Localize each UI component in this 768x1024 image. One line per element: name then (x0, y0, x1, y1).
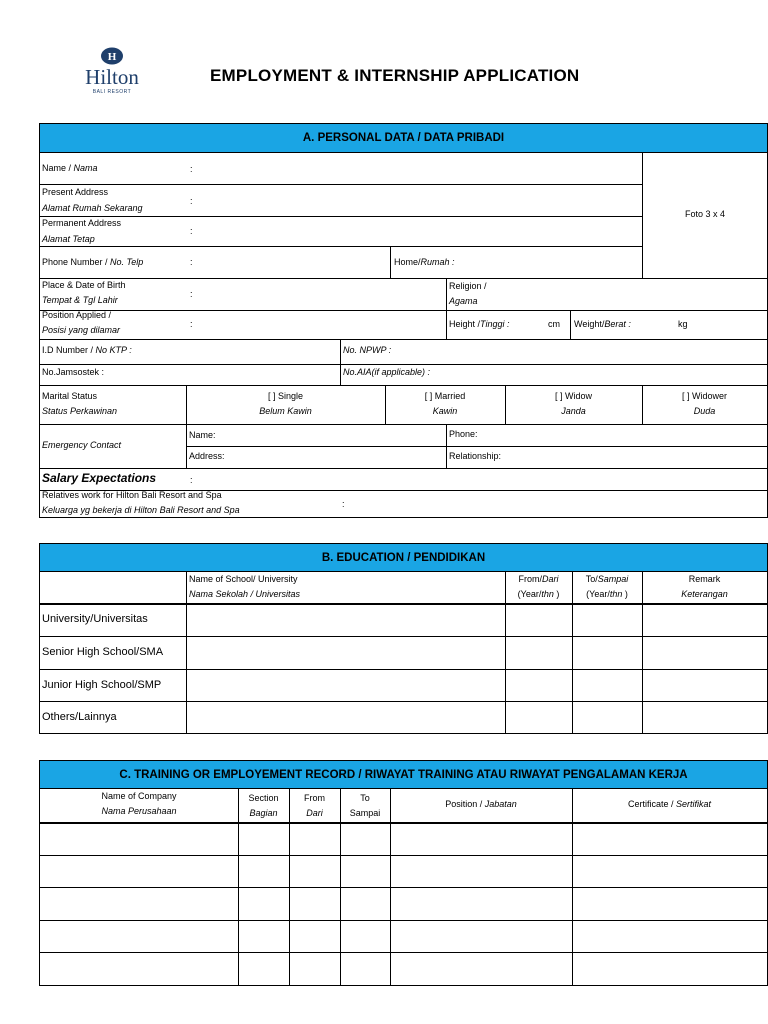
weight-unit: kg (678, 319, 688, 329)
personal-data-header: A. PERSONAL DATA / DATA PRIBADI (40, 124, 767, 153)
from-year-header: (Year/thn ) (517, 589, 560, 599)
birth-label-id: Tempat & Tgl Lahir (42, 295, 118, 305)
weight-label: Weight/Berat : (574, 319, 631, 329)
relatives-label-id: Keluarga yg bekerja di Hilton Bali Resort and Spa (42, 505, 240, 515)
phone-label: Phone Number / No. Telp (42, 257, 144, 267)
logo-brand: Hilton (85, 65, 139, 89)
from-header: From/Dari (518, 574, 559, 584)
logo-sub: BALI RESORT (92, 89, 132, 95)
emergency-relationship-label: Relationship: (449, 451, 502, 461)
from-header-en: From (304, 793, 325, 803)
relatives-colon: : (342, 499, 345, 509)
height-label: Height /Tinggi : (449, 319, 510, 329)
to-header-en: To (360, 793, 370, 803)
school-header-id: Nama Sekolah / Universitas (189, 589, 301, 599)
to-header-id: Sampai (349, 808, 381, 818)
photo-placeholder[interactable]: Foto 3 x 4 (684, 209, 726, 219)
height-unit: cm (548, 319, 560, 329)
name-label: Name / Nama (42, 163, 98, 173)
to-header: To/Sampai (585, 574, 629, 584)
training-section (39, 760, 768, 986)
hilton-logo (62, 46, 162, 112)
present-address-colon: : (190, 196, 193, 206)
position-header: Position / Jabatan (445, 799, 517, 809)
svg-text:H: H (107, 51, 117, 63)
home-phone-label: Home/Rumah : (394, 257, 455, 267)
aia-label: No.AIA(if applicable) : (343, 367, 431, 377)
single-label-id: Belum Kawin (259, 406, 312, 416)
training-header: C. TRAINING OR EMPLOYEMENT RECORD / RIWAYAT TRAINING ATAU RIWAYAT PENGALAMAN KERJA (40, 761, 767, 789)
married-checkbox[interactable]: [ ] Married (424, 391, 466, 401)
religion-label-en: Religion / (449, 281, 487, 291)
relatives-label-en: Relatives work for Hilton Bali Resort and Spa (42, 490, 222, 500)
school-header-en: Name of School/ University (189, 574, 298, 584)
religion-label-id: Agama (449, 296, 478, 306)
widow-label-id: Janda (561, 406, 586, 416)
jamsostek-label: No.Jamsostek : (42, 367, 105, 377)
marital-label-en: Marital Status (42, 391, 98, 401)
id-number-label: I.D Number / No KTP : (42, 345, 132, 355)
widower-checkbox[interactable]: [ ] Widower (681, 391, 727, 401)
npwp-label: No. NPWP : (343, 345, 392, 355)
widower-label-id: Duda (693, 406, 716, 416)
emergency-phone-label: Phone: (449, 429, 478, 439)
hilton-emblem-icon (99, 46, 125, 66)
remark-header-id: Keterangan (681, 589, 728, 599)
position-colon: : (190, 319, 193, 329)
remark-header-en: Remark (688, 574, 721, 584)
certificate-header: Certificate / Sertifikat (627, 799, 712, 809)
permanent-address-colon: : (190, 226, 193, 236)
education-row-university: University/Universitas (42, 613, 148, 625)
permanent-address-label-en: Permanent Address (42, 218, 122, 228)
from-header-id: Dari (306, 808, 323, 818)
name-colon: : (190, 164, 193, 174)
company-header-id: Nama Perusahaan (101, 806, 177, 816)
salary-colon: : (190, 475, 193, 485)
emergency-contact-label: Emergency Contact (42, 440, 122, 450)
birth-label-en: Place & Date of Birth (42, 280, 126, 290)
salary-label: Salary Expectations (42, 471, 157, 485)
position-label-id: Posisi yang dilamar (42, 325, 121, 335)
education-row-others: Others/Lainnya (42, 711, 117, 723)
personal-data-section (39, 123, 768, 518)
phone-colon: : (190, 257, 193, 267)
section-header-id: Bagian (249, 808, 278, 818)
present-address-label-en: Present Address (42, 187, 109, 197)
to-year-header: (Year/thn ) (586, 589, 628, 599)
birth-colon: : (190, 289, 193, 299)
education-row-senior-high: Senior High School/SMA (42, 646, 164, 658)
married-label-id: Kawin (432, 406, 458, 416)
present-address-label-id: Alamat Rumah Sekarang (42, 203, 143, 213)
education-row-junior-high: Junior High School/SMP (42, 679, 162, 691)
widow-checkbox[interactable]: [ ] Widow (554, 391, 592, 401)
position-label-en: Position Applied / (42, 310, 112, 320)
single-checkbox[interactable]: [ ] Single (267, 391, 304, 401)
marital-label-id: Status Perkawinan (42, 406, 118, 416)
permanent-address-label-id: Alamat Tetap (42, 234, 95, 244)
emergency-address-label: Address: (189, 451, 225, 461)
page-title: EMPLOYMENT & INTERNSHIP APPLICATION (210, 66, 580, 85)
section-header-en: Section (248, 793, 279, 803)
emergency-name-label: Name: (189, 430, 216, 440)
education-header: B. EDUCATION / PENDIDIKAN (40, 544, 767, 572)
company-header-en: Name of Company (101, 791, 177, 801)
education-section (39, 543, 768, 734)
